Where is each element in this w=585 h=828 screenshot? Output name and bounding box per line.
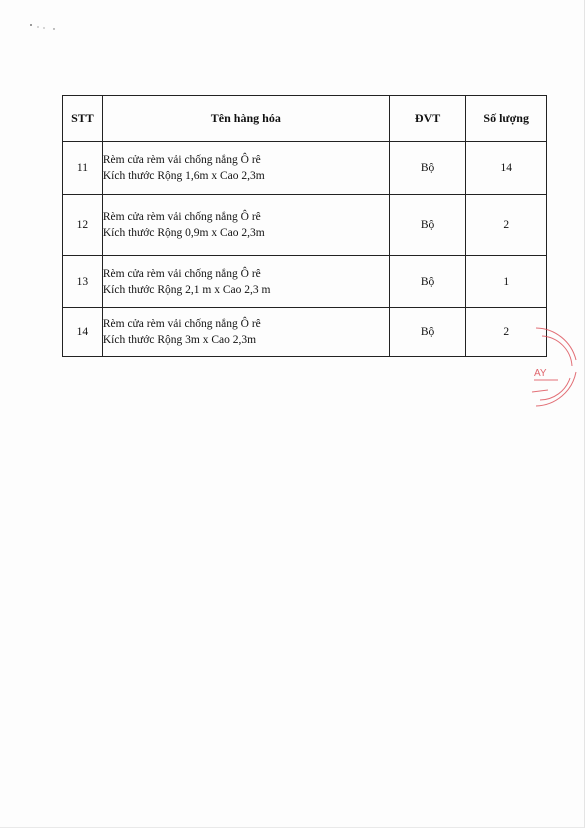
goods-table <box>62 95 547 357</box>
scan-mark-dots <box>28 22 68 32</box>
goods-size-line: Kích thước Rộng 2,1 m x Cao 2,3 m <box>102 283 271 296</box>
header-quantity: Số lượng <box>466 96 547 142</box>
header-stt: STT <box>63 96 103 142</box>
cell-unit: Bộ <box>389 308 466 357</box>
cell-stt: 11 <box>63 142 103 195</box>
cell-quantity: 2 <box>466 195 547 256</box>
red-seal-stamp <box>530 320 580 412</box>
header-goods-name: Tên hàng hóa <box>102 96 389 142</box>
goods-size-line: Kích thước Rộng 0,9m x Cao 2,3m <box>102 227 265 239</box>
cell-unit: Bộ <box>389 142 466 195</box>
cell-quantity: 14 <box>466 142 547 195</box>
cell-goods-name <box>102 308 389 357</box>
cell-goods-name <box>102 256 389 308</box>
table-row <box>63 142 547 195</box>
cell-quantity: 1 <box>466 256 547 308</box>
table-header-row <box>63 96 547 142</box>
goods-name-line: Rèm cửa rèm vải chống nắng Ô rê <box>102 267 261 280</box>
cell-goods-name <box>102 195 389 256</box>
cell-quantity: 2 <box>466 308 547 357</box>
goods-size-line: Kích thước Rộng 3m x Cao 2,3m <box>102 334 257 346</box>
cell-goods-name <box>102 142 389 195</box>
goods-name-line: Rèm cửa rèm vải chống nắng Ô rê <box>102 154 261 166</box>
header-unit: ĐVT <box>389 96 466 142</box>
goods-size-line: Kích thước Rộng 1,6m x Cao 2,3m <box>102 170 265 182</box>
seal-fragment-text: AY <box>534 368 547 379</box>
cell-stt: 14 <box>63 308 103 357</box>
cell-unit: Bộ <box>389 256 466 308</box>
goods-name-line: Rèm cửa rèm vải chống nắng Ô rê <box>102 318 261 330</box>
table-row <box>63 256 547 308</box>
table-row <box>63 195 547 256</box>
cell-stt: 13 <box>63 256 103 308</box>
cell-stt: 12 <box>63 195 103 256</box>
table-row <box>63 308 547 357</box>
goods-name-line: Rèm cửa rèm vải chống nắng Ô rê <box>102 211 261 223</box>
cell-unit: Bộ <box>389 195 466 256</box>
